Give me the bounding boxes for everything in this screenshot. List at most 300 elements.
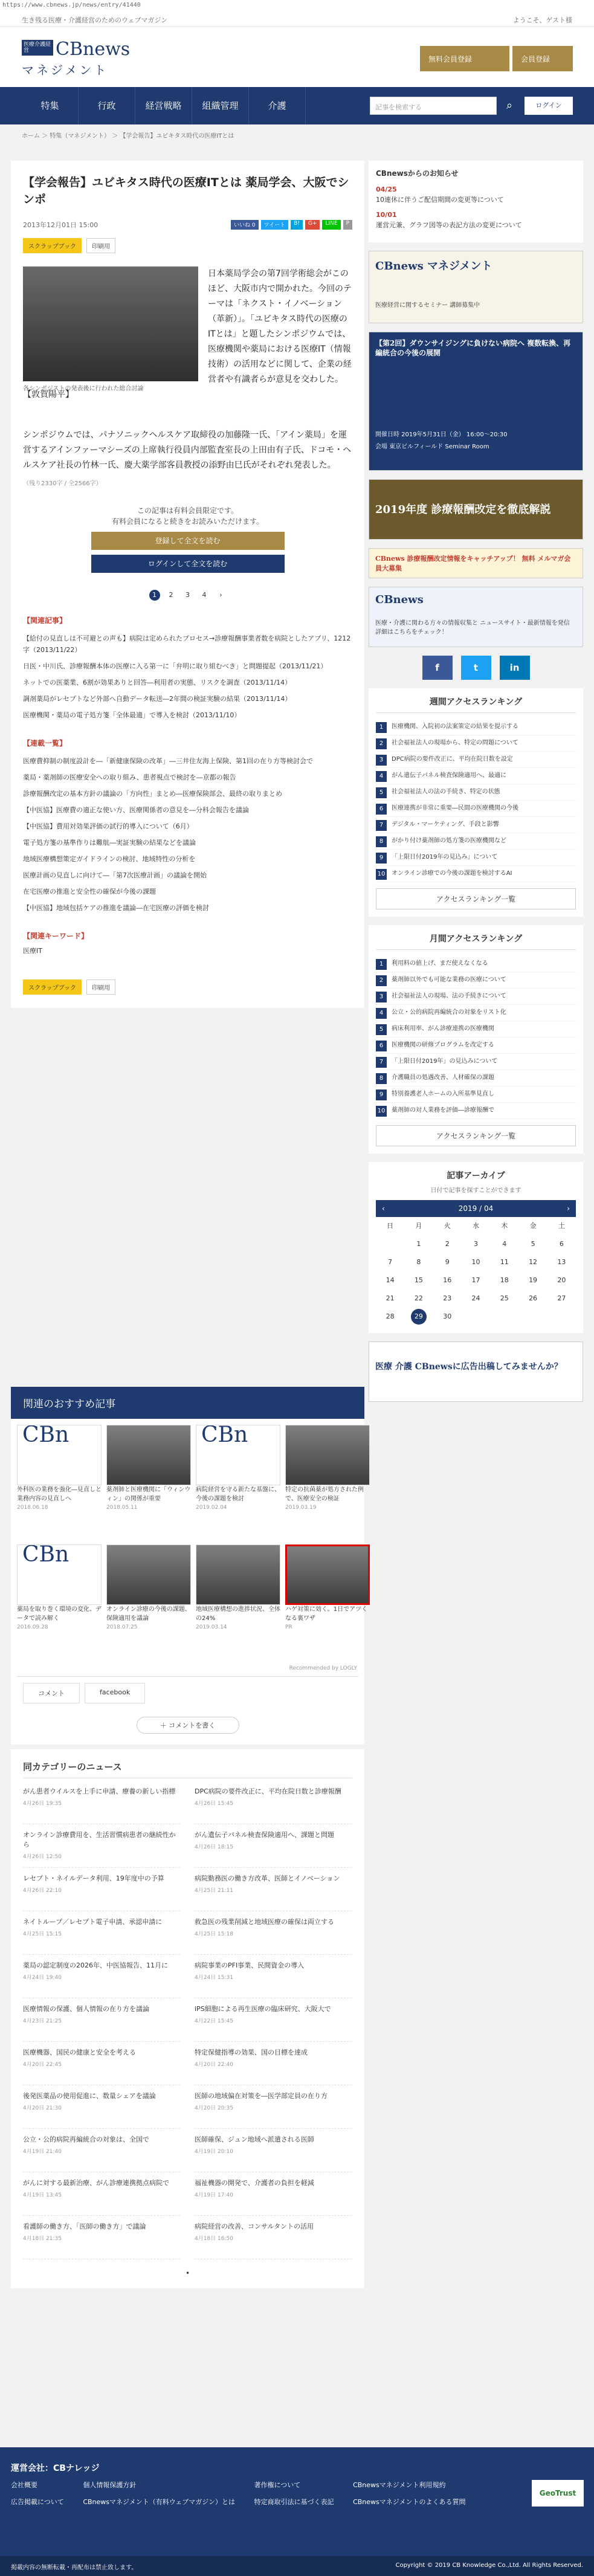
footer-link[interactable]: 著作権について bbox=[254, 2481, 301, 2489]
notice-text: 10連休に伴うご配信期間の変更等について bbox=[376, 196, 504, 204]
news-item[interactable] bbox=[23, 2178, 180, 2216]
calendar-day[interactable]: 3 bbox=[473, 1240, 478, 1248]
related-link[interactable]: ネットでの医薬業、6割が効果ありと回答―利用者の実態、リスクを調査（2013/11/14） bbox=[23, 679, 292, 686]
card-title: 薬局を取り巻く環境の変化、データで読み解く bbox=[17, 1606, 102, 1622]
footer-link[interactable]: CBnewsマネジメントのよくある質問 bbox=[353, 2498, 466, 2506]
news-item[interactable] bbox=[23, 2004, 180, 2042]
news-item[interactable] bbox=[23, 1961, 180, 1998]
page-3[interactable]: 3 bbox=[186, 591, 190, 599]
calendar-day[interactable]: 1 bbox=[416, 1240, 421, 1248]
recommend-card-ad[interactable] bbox=[285, 1545, 370, 1659]
monthly-heading: 月間アクセスランキング bbox=[376, 932, 576, 950]
weekly-rank-item[interactable] bbox=[376, 833, 576, 850]
tab-facebook[interactable]: facebook bbox=[85, 1683, 145, 1703]
calendar-day[interactable]: 23 bbox=[443, 1294, 452, 1302]
news-item[interactable] bbox=[195, 1830, 352, 1868]
calendar-day[interactable]: 20 bbox=[557, 1276, 566, 1284]
series-link[interactable]: 【中医協】医療費の適正な使い方、医療関係者の意見を―分科会報告を議論 bbox=[23, 806, 249, 814]
weekly-rank-item[interactable] bbox=[376, 719, 576, 735]
rank-number: 9 bbox=[376, 853, 387, 864]
search-icon[interactable]: ⌕ bbox=[506, 99, 513, 112]
rank-number: 6 bbox=[376, 804, 387, 815]
calendar-day[interactable]: 29 bbox=[411, 1309, 427, 1325]
related-articles bbox=[23, 615, 352, 955]
rank-number: 4 bbox=[376, 771, 387, 782]
rank-title: 公立・公的病院再編統合の対象をリスト化 bbox=[392, 1009, 506, 1016]
card-title: 特定の抗菌薬が処方された例で、医療安全の検証 bbox=[285, 1487, 364, 1502]
card-title: オンライン診療の今後の課題、保険適用を議論 bbox=[106, 1606, 191, 1622]
footer-link[interactable]: 広告掲載について bbox=[11, 2498, 64, 2506]
social-links bbox=[369, 656, 583, 680]
card-date: 2018.07.25 bbox=[106, 1624, 138, 1630]
page-4[interactable]: 4 bbox=[202, 591, 207, 599]
recommend-card[interactable] bbox=[17, 1425, 102, 1540]
news-date: 4月19日 13:45 bbox=[23, 2192, 62, 2198]
linkedin-icon[interactable]: in bbox=[500, 656, 530, 680]
paywall-note: この記事は有料会員限定です。 有料会員になると続きをお読みいただけます。 bbox=[111, 506, 264, 526]
news-title: 病院事業のPFI事業、民間資金の導入 bbox=[195, 1961, 305, 1969]
register-button[interactable]: 会員登録 bbox=[512, 46, 573, 71]
calendar-day[interactable]: 6 bbox=[559, 1240, 564, 1248]
ad-title: CBnews マネジメント bbox=[375, 260, 492, 273]
monthly-rank-item[interactable] bbox=[376, 1070, 576, 1086]
series-link[interactable]: 在宅医療の推進と安全性の確保が今後の課題 bbox=[23, 888, 156, 896]
footer-link[interactable]: 会社概要 bbox=[11, 2481, 37, 2489]
news-date: 4月20日 21:30 bbox=[23, 2105, 62, 2111]
weekday-label: 日 bbox=[387, 1222, 394, 1230]
news-item[interactable] bbox=[23, 2135, 180, 2172]
news-title: 医療機器、国民の健康と安全を考える bbox=[23, 2048, 136, 2056]
series-link[interactable]: 医療計画の見直しに向けて―「第7次医療計画」の議論を開始 bbox=[23, 871, 207, 879]
calendar-day[interactable]: 15 bbox=[414, 1276, 423, 1284]
rank-title: オンライン診療での今後の課題を検討するAI bbox=[392, 870, 512, 877]
series-link[interactable]: 診療報酬改定の基本方針の議論の「方向性」まとめ―医療保険部会、最終の取りまとめ bbox=[23, 790, 282, 798]
news-date: 4月19日 17:40 bbox=[195, 2192, 233, 2198]
print-button-bottom[interactable]: 印刷用 bbox=[86, 980, 115, 995]
monthly-rank-item[interactable] bbox=[376, 1086, 576, 1103]
news-item[interactable] bbox=[23, 1830, 180, 1868]
next-month-button[interactable]: › bbox=[567, 1204, 570, 1213]
footer-link[interactable]: CBnewsマネジメント利用規約 bbox=[353, 2481, 446, 2489]
footer-link[interactable]: 個人情報保護方針 bbox=[83, 2481, 137, 2489]
rank-title: がかり付け薬剤師の処方箋の医療機関など bbox=[392, 838, 506, 844]
rank-number: 3 bbox=[376, 755, 387, 766]
monthly-rank-item[interactable] bbox=[376, 972, 576, 989]
news-item[interactable] bbox=[195, 1787, 352, 1824]
ad-title: 医療 介護 CBnewsに広告出稿してみませんか？ bbox=[375, 1362, 563, 1372]
article-paragraph: シンポジウムでは、パナソニックヘルスケア取締役の加藤隆一氏、「アイン薬局」を運営するアインファーマシーズの上席執行役員内部監査室長の上田由有子氏、ドコモ・ヘルスケア社長の竹林一氏、慶大薬学部客員教授の添野由巳氏がそれぞれ発表した。 bbox=[23, 430, 352, 470]
news-date: 4月20日 20:35 bbox=[195, 2105, 233, 2111]
rank-number: 8 bbox=[376, 1073, 387, 1084]
card-date: 2019.03.19 bbox=[285, 1505, 317, 1511]
related-link[interactable]: 日医・中川氏、診療報酬本体の医療に入る第一に「弁明に取り組むべき」と問題提起（2013/11/21） bbox=[23, 662, 328, 670]
calendar-day[interactable]: 4 bbox=[502, 1240, 507, 1248]
news-date: 4月25日 21:11 bbox=[195, 1888, 233, 1894]
calendar-day[interactable]: 5 bbox=[531, 1240, 535, 1248]
rank-number: 7 bbox=[376, 820, 387, 831]
logo-brand: CBnews bbox=[56, 39, 131, 60]
news-title: 医師の地域偏在対策を―医学部定員の在り方 bbox=[195, 2092, 328, 2100]
rank-number: 1 bbox=[376, 959, 387, 970]
sidebar bbox=[369, 161, 583, 1410]
series-link[interactable]: 【中医協】費用対効果評価の試行的導入について（6月） bbox=[23, 822, 193, 830]
news-date: 4月20日 22:45 bbox=[23, 2062, 62, 2068]
calendar-heading: 記事アーカイブ bbox=[447, 1171, 505, 1181]
news-item[interactable] bbox=[195, 2004, 352, 2042]
news-item[interactable] bbox=[195, 1961, 352, 1998]
weekly-rank-item[interactable] bbox=[376, 735, 576, 752]
rank-title: 病床利用率、がん診療連携の医療機関 bbox=[392, 1025, 494, 1032]
rank-title: 社会福祉法人の現場から、特定の問題について bbox=[392, 740, 518, 746]
article-title: 【学会報告】ユビキタス時代の医療ITとは 薬局学会、大阪でシンポ bbox=[23, 176, 349, 206]
monthly-rank-item[interactable] bbox=[376, 989, 576, 1005]
twitter-icon[interactable]: t bbox=[461, 656, 491, 680]
weekly-rank-item[interactable] bbox=[376, 801, 576, 817]
series-link[interactable]: 【中医協】地域包括ケアの推進を議論―在宅医療の評価を検討 bbox=[23, 904, 209, 912]
calendar-day[interactable]: 8 bbox=[416, 1258, 421, 1266]
calendar-day[interactable]: 25 bbox=[500, 1294, 509, 1302]
ad-title: 【第2回】ダウンサイジングに負けない病院へ 複数転換、再編統合の今後の展開 bbox=[375, 339, 571, 357]
ad-title: 2019年度 診療報酬改定を徹底解説 bbox=[375, 503, 551, 516]
page-next[interactable]: › bbox=[219, 591, 222, 599]
ad-banner-cbnews[interactable] bbox=[369, 587, 583, 647]
news-item[interactable] bbox=[23, 1917, 180, 1955]
news-date: 4月19日 20:10 bbox=[195, 2149, 233, 2155]
rank-title: 社会福祉法人の現場、法の手続きについて bbox=[392, 993, 506, 999]
footer-brand: 運営会社：CBナレッジ bbox=[11, 2464, 100, 2473]
weekly-rank-item[interactable] bbox=[376, 817, 576, 833]
footer-link[interactable]: 特定商取引法に基づく表記 bbox=[254, 2498, 334, 2506]
news-item[interactable] bbox=[195, 2091, 352, 2129]
recommend-section bbox=[11, 1387, 368, 1745]
series-link[interactable]: 医療費抑制の制度設計を―「新健康保険の改革」―三井住友海上保険、第1回の在り方等検討会で bbox=[23, 757, 313, 765]
news-item[interactable] bbox=[195, 1917, 352, 1955]
calendar-day[interactable]: 7 bbox=[388, 1258, 393, 1266]
photo-caption: 各シンポジストの発表後に行われた総合討論 bbox=[23, 386, 144, 392]
calendar-day[interactable]: 24 bbox=[471, 1294, 480, 1302]
news-date: 4月26日 15:45 bbox=[195, 1801, 233, 1807]
monthly-rank-item[interactable] bbox=[376, 1005, 576, 1021]
rank-title: 介護職員の処遇改善、人材確保の課題 bbox=[392, 1074, 494, 1081]
prev-month-button[interactable]: ‹ bbox=[382, 1204, 385, 1213]
news-title: 医師確保、ジュン地域へ派遣される医師 bbox=[195, 2135, 314, 2143]
page-1[interactable]: 1 bbox=[149, 590, 160, 601]
site-logo[interactable] bbox=[22, 39, 131, 77]
news-title: レセプト・ネイルデータ利用、19年度中の予算 bbox=[23, 1874, 164, 1882]
calendar-day[interactable]: 11 bbox=[500, 1258, 509, 1266]
news-title: DPC病院の要件改正に、平均在院日数と診療報酬 bbox=[195, 1787, 341, 1795]
card-date: 2019.02.04 bbox=[196, 1505, 227, 1511]
news-title: 公立・公的病院再編統合の対象は、全国で bbox=[23, 2135, 149, 2143]
news-date: 4月26日 12:50 bbox=[23, 1854, 62, 1860]
logo-sub: マネジメント bbox=[22, 63, 109, 77]
news-item[interactable] bbox=[195, 2048, 352, 2085]
news-item[interactable] bbox=[195, 2135, 352, 2172]
news-title: がん患者ウイルスを上手に申請、療養の新しい指標 bbox=[23, 1787, 176, 1795]
nav-item-organization[interactable]: 組織管理 bbox=[192, 87, 249, 124]
card-date: 2019.03.14 bbox=[196, 1624, 227, 1630]
register-read-button[interactable]: 登録して全文を読む bbox=[91, 532, 285, 550]
breadcrumb[interactable]: ホーム ＞ 特集（マネジメント） ＞ 【学会報告】ユビキタス時代の医療ITとは bbox=[0, 124, 594, 143]
card-date: 2018.06.18 bbox=[17, 1505, 48, 1511]
rank-number: 1 bbox=[376, 722, 387, 733]
weekly-ranking-link[interactable]: アクセスランキング一覧 bbox=[376, 888, 576, 909]
ad-banner-mailmag[interactable] bbox=[369, 548, 583, 578]
weekly-rank-item[interactable] bbox=[376, 768, 576, 784]
print-button[interactable]: 印刷用 bbox=[86, 238, 115, 253]
category-news bbox=[11, 1749, 364, 2288]
news-item[interactable] bbox=[23, 2222, 180, 2259]
calendar-month: 2019 / 04 bbox=[458, 1204, 494, 1213]
calendar-day[interactable]: 19 bbox=[529, 1276, 538, 1284]
news-title: 特定保健指導の効果、国の目標を達成 bbox=[195, 2048, 308, 2056]
news-item[interactable] bbox=[23, 2048, 180, 2085]
news-title: 病院勤務医の働き方改革、医師とイノベーション bbox=[195, 1874, 340, 1882]
nav-item-admin[interactable]: 行政 bbox=[79, 87, 135, 124]
notice-date: 04/25 bbox=[376, 186, 397, 193]
rank-title: 医療機関の研修プログラムを改定する bbox=[392, 1042, 494, 1048]
rank-title: 医療連携が非常に重要―民間の医療機関の今後 bbox=[392, 805, 518, 812]
rank-title: 医療機関、入院初の法案策定の結果を提示する bbox=[392, 723, 518, 730]
nav-item-care[interactable]: 介護 bbox=[249, 87, 306, 124]
rank-number: 3 bbox=[376, 992, 387, 1002]
calendar-day[interactable]: 13 bbox=[557, 1258, 566, 1266]
recommend-card[interactable] bbox=[106, 1425, 191, 1540]
rank-title: がん遺伝子パネル検査保険適用へ、最適に bbox=[392, 772, 506, 779]
news-item[interactable] bbox=[23, 1787, 180, 1824]
calendar-day[interactable]: 10 bbox=[471, 1258, 480, 1266]
news-title: 福祉機器の開発で、介護者の負担を軽減 bbox=[195, 2179, 314, 2187]
news-title: 救急医の残業削減と地域医療の確保は両立する bbox=[195, 1918, 334, 1926]
news-title: 医療情報の保護、個人情報の在り方を議論 bbox=[23, 2005, 149, 2013]
ad-banner-advertise[interactable] bbox=[369, 1341, 583, 1402]
search-input[interactable]: 記事を検索する bbox=[370, 97, 497, 115]
news-date: 4月26日 18:15 bbox=[195, 1844, 233, 1850]
notice-date: 10/01 bbox=[376, 211, 397, 219]
login-button[interactable]: ログイン bbox=[525, 97, 573, 115]
calendar-day[interactable]: 14 bbox=[386, 1276, 395, 1284]
facebook-like-button[interactable]: いいね 0 bbox=[231, 220, 259, 230]
rank-title: 薬剤師以外でも可能な業務の医療について bbox=[392, 976, 506, 983]
facebook-icon[interactable]: f bbox=[422, 656, 453, 680]
weekday-label: 土 bbox=[558, 1222, 565, 1230]
calendar-day[interactable]: 30 bbox=[443, 1312, 452, 1320]
calendar-blank bbox=[376, 1235, 404, 1253]
rank-number: 5 bbox=[376, 1024, 387, 1035]
series-link[interactable]: 地域医療構想策定ガイドラインの検討、地域特性の分析を bbox=[23, 855, 196, 863]
recommend-card[interactable] bbox=[285, 1425, 370, 1540]
news-item[interactable] bbox=[23, 1874, 180, 1911]
card-thumb bbox=[196, 1545, 280, 1605]
news-date: 4月26日 19:35 bbox=[23, 1801, 62, 1807]
rank-number: 5 bbox=[376, 787, 387, 798]
calendar-day[interactable]: 12 bbox=[529, 1258, 538, 1266]
weekly-rank-item[interactable] bbox=[376, 850, 576, 866]
gplus-button[interactable]: G+ bbox=[305, 220, 320, 230]
news-title: ネイトループ／レセプト電子申請、承認申請に bbox=[23, 1918, 163, 1926]
weekly-rank-item[interactable] bbox=[376, 866, 576, 882]
trial-button[interactable]: 無料会員登録 bbox=[420, 46, 509, 71]
card-thumb bbox=[106, 1545, 191, 1605]
ad-sub: 医療・介護に関わる方々の情報収集と ニュースサイト・最新情報を発信 詳細はこちらをチェック！ bbox=[375, 620, 570, 636]
rank-title: DPC病院の要件改正に、平均在院日数を設定 bbox=[392, 756, 513, 763]
ad-place: 会場 東京ビルフィールド Seminar Room bbox=[375, 444, 489, 450]
news-date: 4月22日 15:45 bbox=[195, 2018, 233, 2024]
remaining-count: （残り2330字 / 全2566字） bbox=[23, 480, 102, 487]
recommend-card[interactable] bbox=[106, 1545, 191, 1659]
paywall bbox=[23, 505, 352, 573]
rank-title: 「上限日付2019年の見込み」について bbox=[392, 854, 498, 860]
recommend-card[interactable] bbox=[196, 1425, 280, 1540]
load-more[interactable]: • bbox=[185, 2269, 190, 2277]
calendar-day[interactable]: 17 bbox=[471, 1276, 480, 1284]
scrapbook-button-bottom[interactable]: スクラップブック bbox=[23, 980, 82, 995]
card-thumb bbox=[285, 1425, 370, 1485]
news-title: 後発医薬品の使用促進に、数量シェアを議論 bbox=[23, 2092, 156, 2100]
calendar-day[interactable]: 28 bbox=[386, 1312, 395, 1320]
monthly-rank-item[interactable] bbox=[376, 1021, 576, 1038]
related-link[interactable]: 医療機関・薬局の電子処方箋「全体最適」で導入を検討（2013/11/10） bbox=[23, 711, 241, 719]
monthly-rank-item[interactable] bbox=[376, 1038, 576, 1054]
logo-box: 医療介護経営 bbox=[22, 40, 53, 56]
footer-notice: 掲載内容の無断転載・再配布は禁止致します。 bbox=[11, 2565, 138, 2571]
calendar-day[interactable]: 21 bbox=[386, 1294, 395, 1302]
news-date: 4月25日 15:15 bbox=[23, 1931, 62, 1937]
card-thumb bbox=[285, 1545, 370, 1605]
keyword-link[interactable]: 医療IT bbox=[23, 947, 42, 955]
related-link[interactable]: 【給付の見直しは不可避との声も】病院は定められたプロセス→診療報酬事業者数を病院としたアプリ、1212字（2013/11/22） bbox=[23, 634, 351, 654]
card-title: 病院経営を守る新たな基盤に、今後の課題を検討 bbox=[196, 1487, 280, 1502]
weekly-rank-item[interactable] bbox=[376, 784, 576, 801]
news-date: 4月19日 21:40 bbox=[23, 2149, 62, 2155]
login-read-button[interactable]: ログインして全文を読む bbox=[91, 555, 285, 573]
news-item[interactable] bbox=[195, 2222, 352, 2259]
share-buttons bbox=[231, 220, 352, 230]
comments-box bbox=[17, 1676, 358, 1745]
news-date: 4月25日 15:18 bbox=[195, 1931, 233, 1937]
calendar-day[interactable]: 18 bbox=[500, 1276, 509, 1284]
weekly-rank-item[interactable] bbox=[376, 752, 576, 768]
news-title: がんに対する最新治療、がん診療連携拠点病院で bbox=[23, 2179, 169, 2187]
article-date: 2013年12月01日 15:00 bbox=[23, 221, 98, 229]
ad-banner-event[interactable] bbox=[369, 332, 583, 471]
news-title: 看護師の働き方、「医師の働き方」で議論 bbox=[23, 2223, 146, 2230]
ad-banner-seminar[interactable] bbox=[369, 251, 583, 323]
pagination bbox=[23, 590, 352, 601]
address-bar[interactable]: https://www.cbnews.jp/news/entry/41440 bbox=[0, 0, 594, 11]
rank-number: 2 bbox=[376, 975, 387, 986]
monthly-ranking-link[interactable]: アクセスランキング一覧 bbox=[376, 1125, 576, 1146]
notice-item[interactable] bbox=[376, 184, 576, 205]
rank-title: 特別養護老人ホームの入所基準見直し bbox=[392, 1091, 494, 1097]
weekday-label: 木 bbox=[501, 1222, 508, 1230]
card-title: 外科医の業務を強化―見直しと業務内容の見直しへ bbox=[17, 1487, 102, 1502]
rank-title: 薬剤師の対人業務を評価―診療報酬で bbox=[392, 1107, 494, 1114]
page-2[interactable]: 2 bbox=[169, 591, 173, 599]
news-title: 病院経営の改善、コンサルタントの活用 bbox=[195, 2223, 314, 2230]
news-date: 4月24日 19:40 bbox=[23, 1975, 62, 1981]
series-link[interactable]: 電子処方箋の基準作りは難航―実証実験の結果などを議論 bbox=[23, 839, 196, 847]
related-link[interactable]: 調剤薬局がレセプトなど外部へ自動データ転送―2年間の検証実験の結果（2013/11/14） bbox=[23, 695, 292, 703]
news-date: 4月24日 15:31 bbox=[195, 1975, 233, 1981]
calendar-day[interactable]: 9 bbox=[445, 1258, 450, 1266]
tab-comments[interactable]: コメント bbox=[23, 1683, 80, 1703]
recommend-card[interactable] bbox=[196, 1545, 280, 1659]
related-heading: 【関連記事】 bbox=[23, 616, 67, 625]
nav-item-strategy[interactable]: 経営戦略 bbox=[135, 87, 192, 124]
weekly-ranking bbox=[369, 688, 583, 917]
rank-number: 7 bbox=[376, 1057, 387, 1068]
pocket-button[interactable]: P bbox=[343, 220, 352, 230]
ad-title: CBnews bbox=[375, 593, 424, 606]
news-date: 4月26日 22:10 bbox=[23, 1888, 62, 1894]
sponsored-label[interactable]: Recommended by LOGLY bbox=[289, 1665, 357, 1671]
top-strip bbox=[0, 11, 594, 27]
rank-number: 8 bbox=[376, 836, 387, 847]
ad-date: 開催日時 2019年5月31日（金） 16:00〜20:30 bbox=[375, 431, 508, 438]
scrapbook-button[interactable]: スクラップブック bbox=[23, 238, 82, 253]
rank-title: 利用料の値上げ、まだ使えなくなる bbox=[392, 960, 488, 967]
news-title: オンライン診療費用を、生活習慣病患者の継続性から bbox=[23, 1831, 176, 1848]
news-date: 4月20日 22:40 bbox=[195, 2062, 233, 2068]
news-item[interactable] bbox=[195, 2178, 352, 2216]
news-title: iPS細胞による再生医療の臨床研究、大阪大で bbox=[195, 2005, 331, 2013]
rank-number: 2 bbox=[376, 738, 387, 749]
monthly-rank-item[interactable] bbox=[376, 956, 576, 972]
site-footer bbox=[0, 2447, 594, 2576]
recommend-card[interactable] bbox=[17, 1545, 102, 1659]
news-item[interactable] bbox=[23, 2091, 180, 2129]
write-comment-button[interactable]: ＋ コメントを書く bbox=[137, 1717, 239, 1734]
card-title: ハゲ対策に効く。1日でアツくなる裏ワザ bbox=[285, 1606, 368, 1622]
weekday-label: 月 bbox=[415, 1222, 422, 1230]
series-link[interactable]: 薬局・薬剤師の医療安全への取り組み、患者視点で検討を―京都の報告 bbox=[23, 773, 236, 781]
line-button[interactable]: LINE bbox=[322, 220, 340, 230]
hatena-button[interactable]: B! bbox=[291, 220, 303, 230]
calendar-day[interactable]: 22 bbox=[414, 1294, 423, 1302]
card-title: 地域医療構想の進捗状況、全体の24% bbox=[196, 1606, 280, 1622]
rank-number: 10 bbox=[376, 1106, 387, 1117]
ad-title: CBnews 診療報酬改定情報をキャッチアップ！ 無料 メルマガ会員大募集 bbox=[375, 555, 571, 572]
monthly-rank-item[interactable] bbox=[376, 1103, 576, 1119]
card-thumb: CBn bbox=[196, 1425, 280, 1485]
calendar-day[interactable]: 27 bbox=[557, 1294, 566, 1302]
news-date: 4月18日 21:35 bbox=[23, 2236, 62, 2242]
rank-title: 「上限日付2019年」の見込みについて bbox=[392, 1058, 498, 1065]
calendar-day[interactable]: 2 bbox=[445, 1240, 450, 1248]
weekly-heading: 週間アクセスランキング bbox=[376, 696, 576, 713]
rank-title: デジタル・マーケティング、手段と影響 bbox=[392, 821, 499, 828]
news-title: がん遺伝子パネル検査保険適用へ、課題と問題 bbox=[195, 1831, 334, 1839]
calendar-day[interactable]: 26 bbox=[529, 1294, 538, 1302]
nav-item-feature[interactable]: 特集 bbox=[22, 87, 79, 124]
notice-item[interactable] bbox=[376, 210, 576, 230]
rank-number: 6 bbox=[376, 1041, 387, 1051]
notice-text: 運営元兼、グラフ図等の表記方法の変更について bbox=[376, 221, 522, 229]
category-heading: 同カテゴリーのニュース bbox=[23, 1760, 352, 1778]
footer-link[interactable]: CBnewsマネジメント（有料ウェブマガジン）とは bbox=[83, 2498, 235, 2506]
main-nav bbox=[0, 87, 594, 124]
news-item[interactable] bbox=[195, 1874, 352, 1911]
card-title: 薬剤師と医療機関に「ウィンウィン」の関係が重要 bbox=[106, 1487, 191, 1502]
ad-banner-revision[interactable] bbox=[369, 479, 583, 540]
monthly-rank-item[interactable] bbox=[376, 1054, 576, 1070]
security-seal: GeoTrust bbox=[532, 2480, 584, 2507]
weekday-label: 金 bbox=[529, 1222, 537, 1230]
notices-heading: CBnewsからのお知らせ bbox=[376, 169, 459, 178]
calendar-day[interactable]: 16 bbox=[443, 1276, 452, 1284]
tweet-button[interactable]: ツイート bbox=[261, 220, 289, 230]
